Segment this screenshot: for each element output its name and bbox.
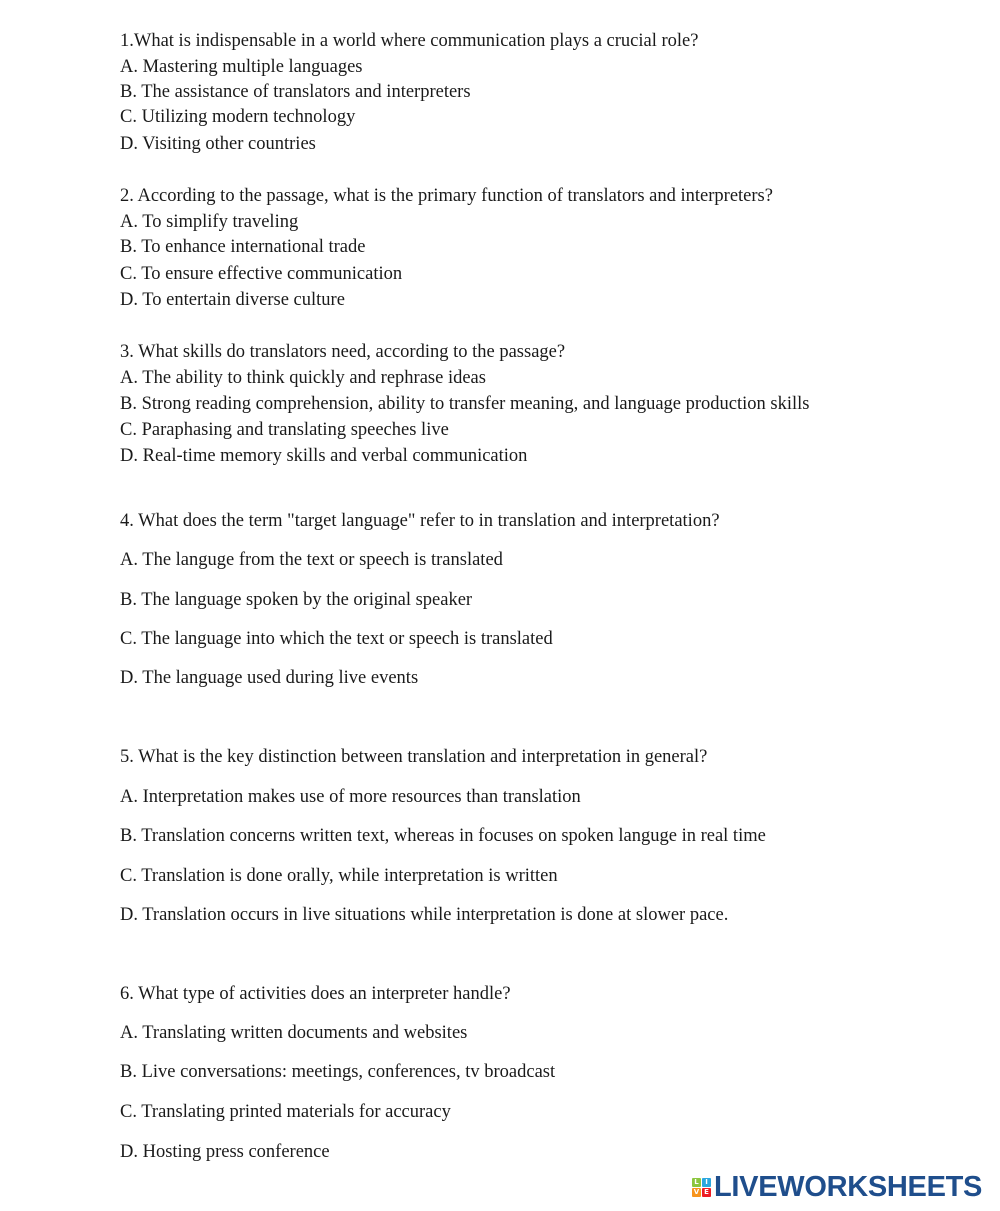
question-4-text: 4. What does the term "target language" refer to in translation and interpretation? (120, 511, 720, 531)
question-3-text: 3. What skills do translators need, according to the passage? (120, 342, 566, 362)
question-6-option-c: C. Translating printed materials for accuracy (120, 1102, 451, 1122)
question-1-option-b: B. The assistance of translators and interpreters (120, 82, 471, 102)
logo-text: LIVEWORKSHEETS (714, 1170, 983, 1203)
mark-letter-l: L (692, 1178, 701, 1187)
question-1-option-d: D. Visiting other countries (120, 134, 316, 154)
mark-letter-i: I (702, 1178, 711, 1187)
question-4-option-d: D. The language used during live events (120, 668, 419, 688)
question-5-option-a: A. Interpretation makes use of more resources than translation (120, 787, 581, 807)
question-2-option-c: C. To ensure effective communication (120, 264, 403, 284)
liveworksheets-mark-icon (692, 1178, 711, 1197)
question-2-option-b: B. To enhance international trade (120, 237, 366, 257)
question-2-option-d: D. To entertain diverse culture (120, 290, 345, 310)
question-6-text: 6. What type of activities does an interpreter handle? (120, 984, 511, 1004)
question-3-option-b: B. Strong reading comprehension, ability to transfer meaning, and language production skills (120, 394, 810, 414)
question-2-option-a: A. To simplify traveling (120, 212, 299, 232)
question-6-option-b: B. Live conversations: meetings, conferences, tv broadcast (120, 1062, 556, 1082)
question-5-option-c: C. Translation is done orally, while interpretation is written (120, 866, 558, 886)
mark-letter-e: E (702, 1188, 711, 1197)
question-1-option-a: A. Mastering multiple languages (120, 57, 363, 77)
mark-letter-v: V (693, 1187, 700, 1196)
question-4-option-c: C. The language into which the text or speech is translated (120, 629, 553, 649)
question-6-option-d: D. Hosting press conference (120, 1142, 330, 1162)
question-3-option-a: A. The ability to think quickly and rephrase ideas (120, 368, 486, 388)
question-5-option-d: D. Translation occurs in live situations while interpretation is done at slower pace. (120, 905, 729, 925)
liveworksheets-logo (692, 1172, 982, 1202)
question-3-option-c: C. Paraphasing and translating speeches live (120, 420, 449, 440)
question-3-option-d: D. Real-time memory skills and verbal communication (120, 446, 528, 466)
question-4-option-a: A. The languge from the text or speech is translated (120, 550, 503, 570)
question-4-option-b: B. The language spoken by the original speaker (120, 590, 473, 610)
question-6-option-a: A. Translating written documents and websites (120, 1023, 468, 1043)
question-5-text: 5. What is the key distinction between translation and interpretation in general? (120, 747, 708, 767)
question-5-option-b: B. Translation concerns written text, whereas in focuses on spoken languge in real time (120, 826, 766, 846)
question-1-text: 1.What is indispensable in a world where communication plays a crucial role? (120, 31, 699, 51)
question-1-option-c: C. Utilizing modern technology (120, 107, 356, 127)
question-2-text: 2. According to the passage, what is the primary function of translators and interpreters? (120, 186, 773, 206)
